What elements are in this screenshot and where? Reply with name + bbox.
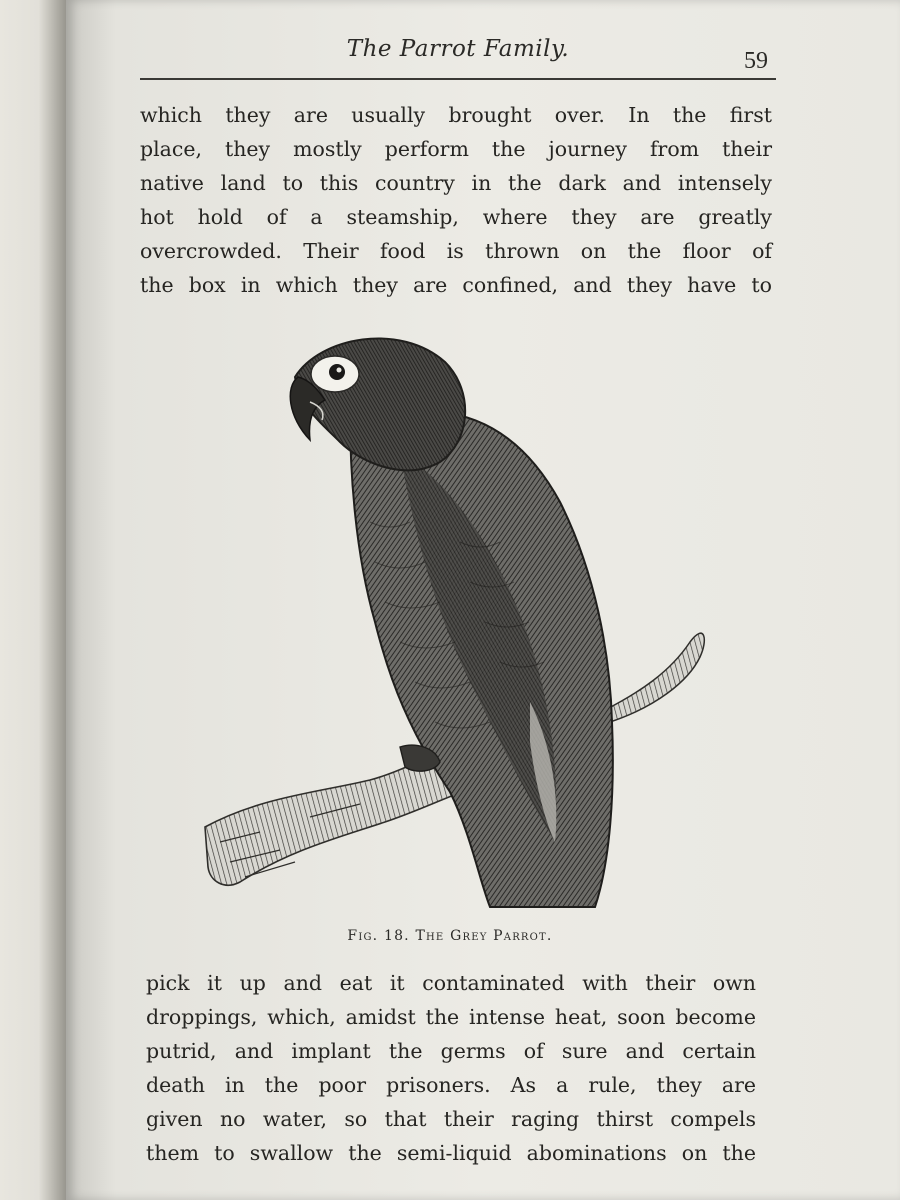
text-line: pick it up and eat it contaminated with their own [146, 971, 756, 995]
figure-caption: Fig. 18. The Grey Parrot. [347, 928, 553, 944]
body-text-top [140, 98, 772, 302]
running-head: The Parrot Family. [346, 36, 570, 62]
body-text-bottom [146, 966, 756, 1170]
book-spine-gutter [0, 0, 70, 1200]
text-line: death in the poor prisoners. As a rule, they are [146, 1073, 756, 1097]
text-line: which they are usually brought over. In the first [140, 103, 772, 127]
text-line: putrid, and implant the germs of sure and certain [146, 1039, 756, 1063]
text-line: native land to this country in the dark and intensely [140, 171, 772, 195]
eye-icon [329, 364, 345, 380]
parrot-head-icon [295, 338, 465, 470]
text-line: them to swallow the semi-liquid abominations on the [146, 1141, 756, 1165]
text-line: overcrowded. Their food is thrown on the floor of [140, 239, 772, 263]
text-line: place, they mostly perform the journey from their [140, 137, 772, 161]
text-line: hot hold of a steamship, where they are greatly [140, 205, 772, 229]
page-header [140, 30, 776, 82]
text-line: droppings, which, amidst the intense heat, soon become [146, 1005, 756, 1029]
grey-parrot-illustration [200, 322, 720, 912]
page-number: 59 [744, 48, 768, 74]
text-line: given no water, so that their raging thirst compels [146, 1107, 756, 1131]
text-line: the box in which they are confined, and they have to [140, 273, 772, 297]
header-rule [140, 78, 776, 80]
parrot-tail-icon [605, 633, 704, 722]
